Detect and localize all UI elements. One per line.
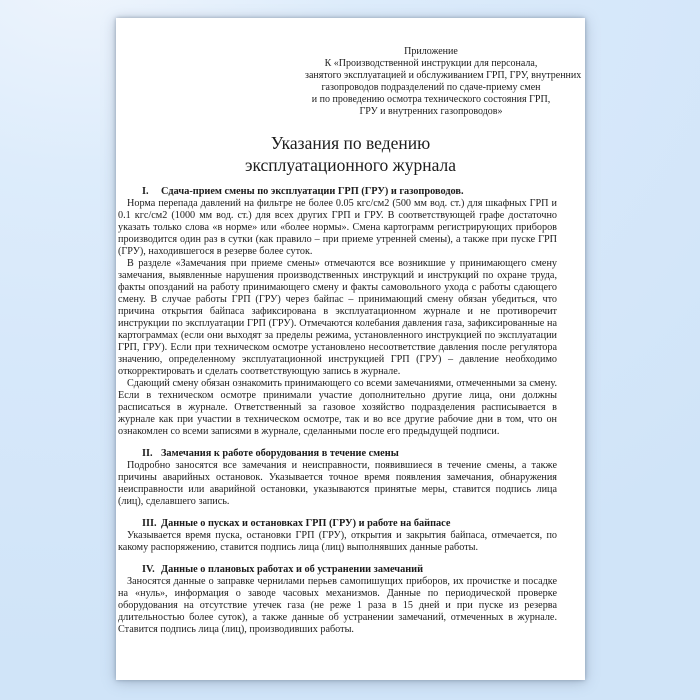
section-equipment-remarks xyxy=(118,448,557,508)
appendix-line: и по проведению осмотра технического состояния ГРП, xyxy=(311,94,551,105)
section-heading-text: Замечания к работе оборудования в течение смены xyxy=(161,448,399,459)
section-number: IV. xyxy=(142,564,155,575)
appendix-line: К «Производственной инструкции для персонала, xyxy=(324,58,538,69)
paragraph: Указывается время пуска, остановки ГРП (ГРУ), открытия и закрытия байпаса, отмечается, по какому распоряжению, ставится подпись лица (лиц) выполнявших данные работы. xyxy=(118,530,557,553)
appendix-line: занятого эксплуатацией и обслуживанием ГРП, ГРУ, внутренних xyxy=(305,70,582,81)
section-heading xyxy=(142,448,557,460)
paragraph: Норма перепада давлений на фильтре не более 0.05 кгс/см2 (500 мм вод. ст.) для шкафных ГРП и 0.1 кгс/см2 (1000 мм вод. ст.) для всех других ГРП и ГРУ. В соответствующей графе достаточно указать только слова «в норме» или «более нормы». Смена картограмм регистрирующих приборов производится один раз в сутки (как правило – при приеме утренней смены), а также при пуске ГРП (ГРУ), находившегося в резерве более суток. xyxy=(118,198,557,257)
section-heading xyxy=(142,186,557,198)
paragraph: Подробно заносятся все замечания и неисправности, появившиеся в течение смены, а также причины аварийных остановок. Указывается точное время появления замечания, обнаружения неисправности или аварийной остановки, указываются принятые меры, ставится подпись лица (лиц), сделавшего запись. xyxy=(118,460,557,507)
paragraph: Сдающий смену обязан ознакомить принимающего со всеми замечаниями, отмеченными за смену. Если в техническом осмотре принимали участие дополнительно другие лица, они должны расписаться в журнале. Ответственный за газовое хозяйство подразделения расписывается в журнале как при участии в техническом осмотре, так и во все другие рабочие дни в том, что он ознакомлен со всеми записями в журнале, сделанными после его предыдущей подписи. xyxy=(118,378,557,437)
appendix-block xyxy=(305,46,582,118)
section-heading-text: Сдача-прием смены по эксплуатации ГРП (ГРУ) и газопроводов. xyxy=(161,186,464,197)
section-heading xyxy=(142,564,557,576)
document-page xyxy=(116,18,585,680)
section-number: III. xyxy=(142,518,157,529)
section-heading-text: Данные о пусках и остановках ГРП (ГРУ) и работе на байпасе xyxy=(161,518,451,529)
document-title-line: эксплуатационного журнала xyxy=(244,155,457,175)
appendix-line: ГРУ и внутренних газопроводов» xyxy=(359,106,503,117)
document-title xyxy=(118,132,583,176)
paragraph: В разделе «Замечания при приеме смены» отмечаются все возникшие у принимающего смену замечания, выявленные нарушения производственных инструкций и инструкций по охране труда, факты опозданий на работу принимающего смену и факты самовольного ухода с работы сдающего смену. В случае работы ГРП (ГРУ) через байпас – принимающий смену обязан убедиться, что причина открытия байпаса зафиксирована в эксплуатационном журнале и не противоречит инструкции по эксплуатации ГРП (ГРУ). Отмечаются колебания давления газа, зафиксированные на картограммах (если они выходят за пределы режима, установленного инструкцией по эксплуатации ГРП, ГРУ). Если при техническом осмотре установлено несоответствие давления после регулятора значению, определенному эксплуатационной инструкцией ГРП (ГРУ) – давление необходимо откорректировать и сделать соответствующую запись в журнале. xyxy=(118,258,557,377)
document-title-line: Указания по ведению xyxy=(270,133,431,153)
section-shift-handover xyxy=(118,186,557,438)
section-start-stop-data xyxy=(118,518,557,554)
section-number: I. xyxy=(142,186,149,197)
section-heading xyxy=(142,518,557,530)
section-planned-works xyxy=(118,564,557,636)
section-number: II. xyxy=(142,448,153,459)
appendix-line: Приложение xyxy=(404,46,458,57)
paragraph: Заносятся данные о заправке чернилами перьев самопишущих приборов, их прочистке и посадке на «нуль», информация о заводе часовых механизмов. Данные по периодической проверке оборудования на отсутствие утечек газа (не реже 1 раза в 15 дней и при пуске из резерва длительностью более суток), а также данные об устранении замечаний, отмеченных в журнале. Ставится подпись лица (лиц), производивших работы. xyxy=(118,576,557,635)
section-heading-text: Данные о плановых работах и об устранении замечаний xyxy=(161,564,424,575)
appendix-line: газопроводов подразделений по сдаче-приему смен xyxy=(321,82,541,93)
